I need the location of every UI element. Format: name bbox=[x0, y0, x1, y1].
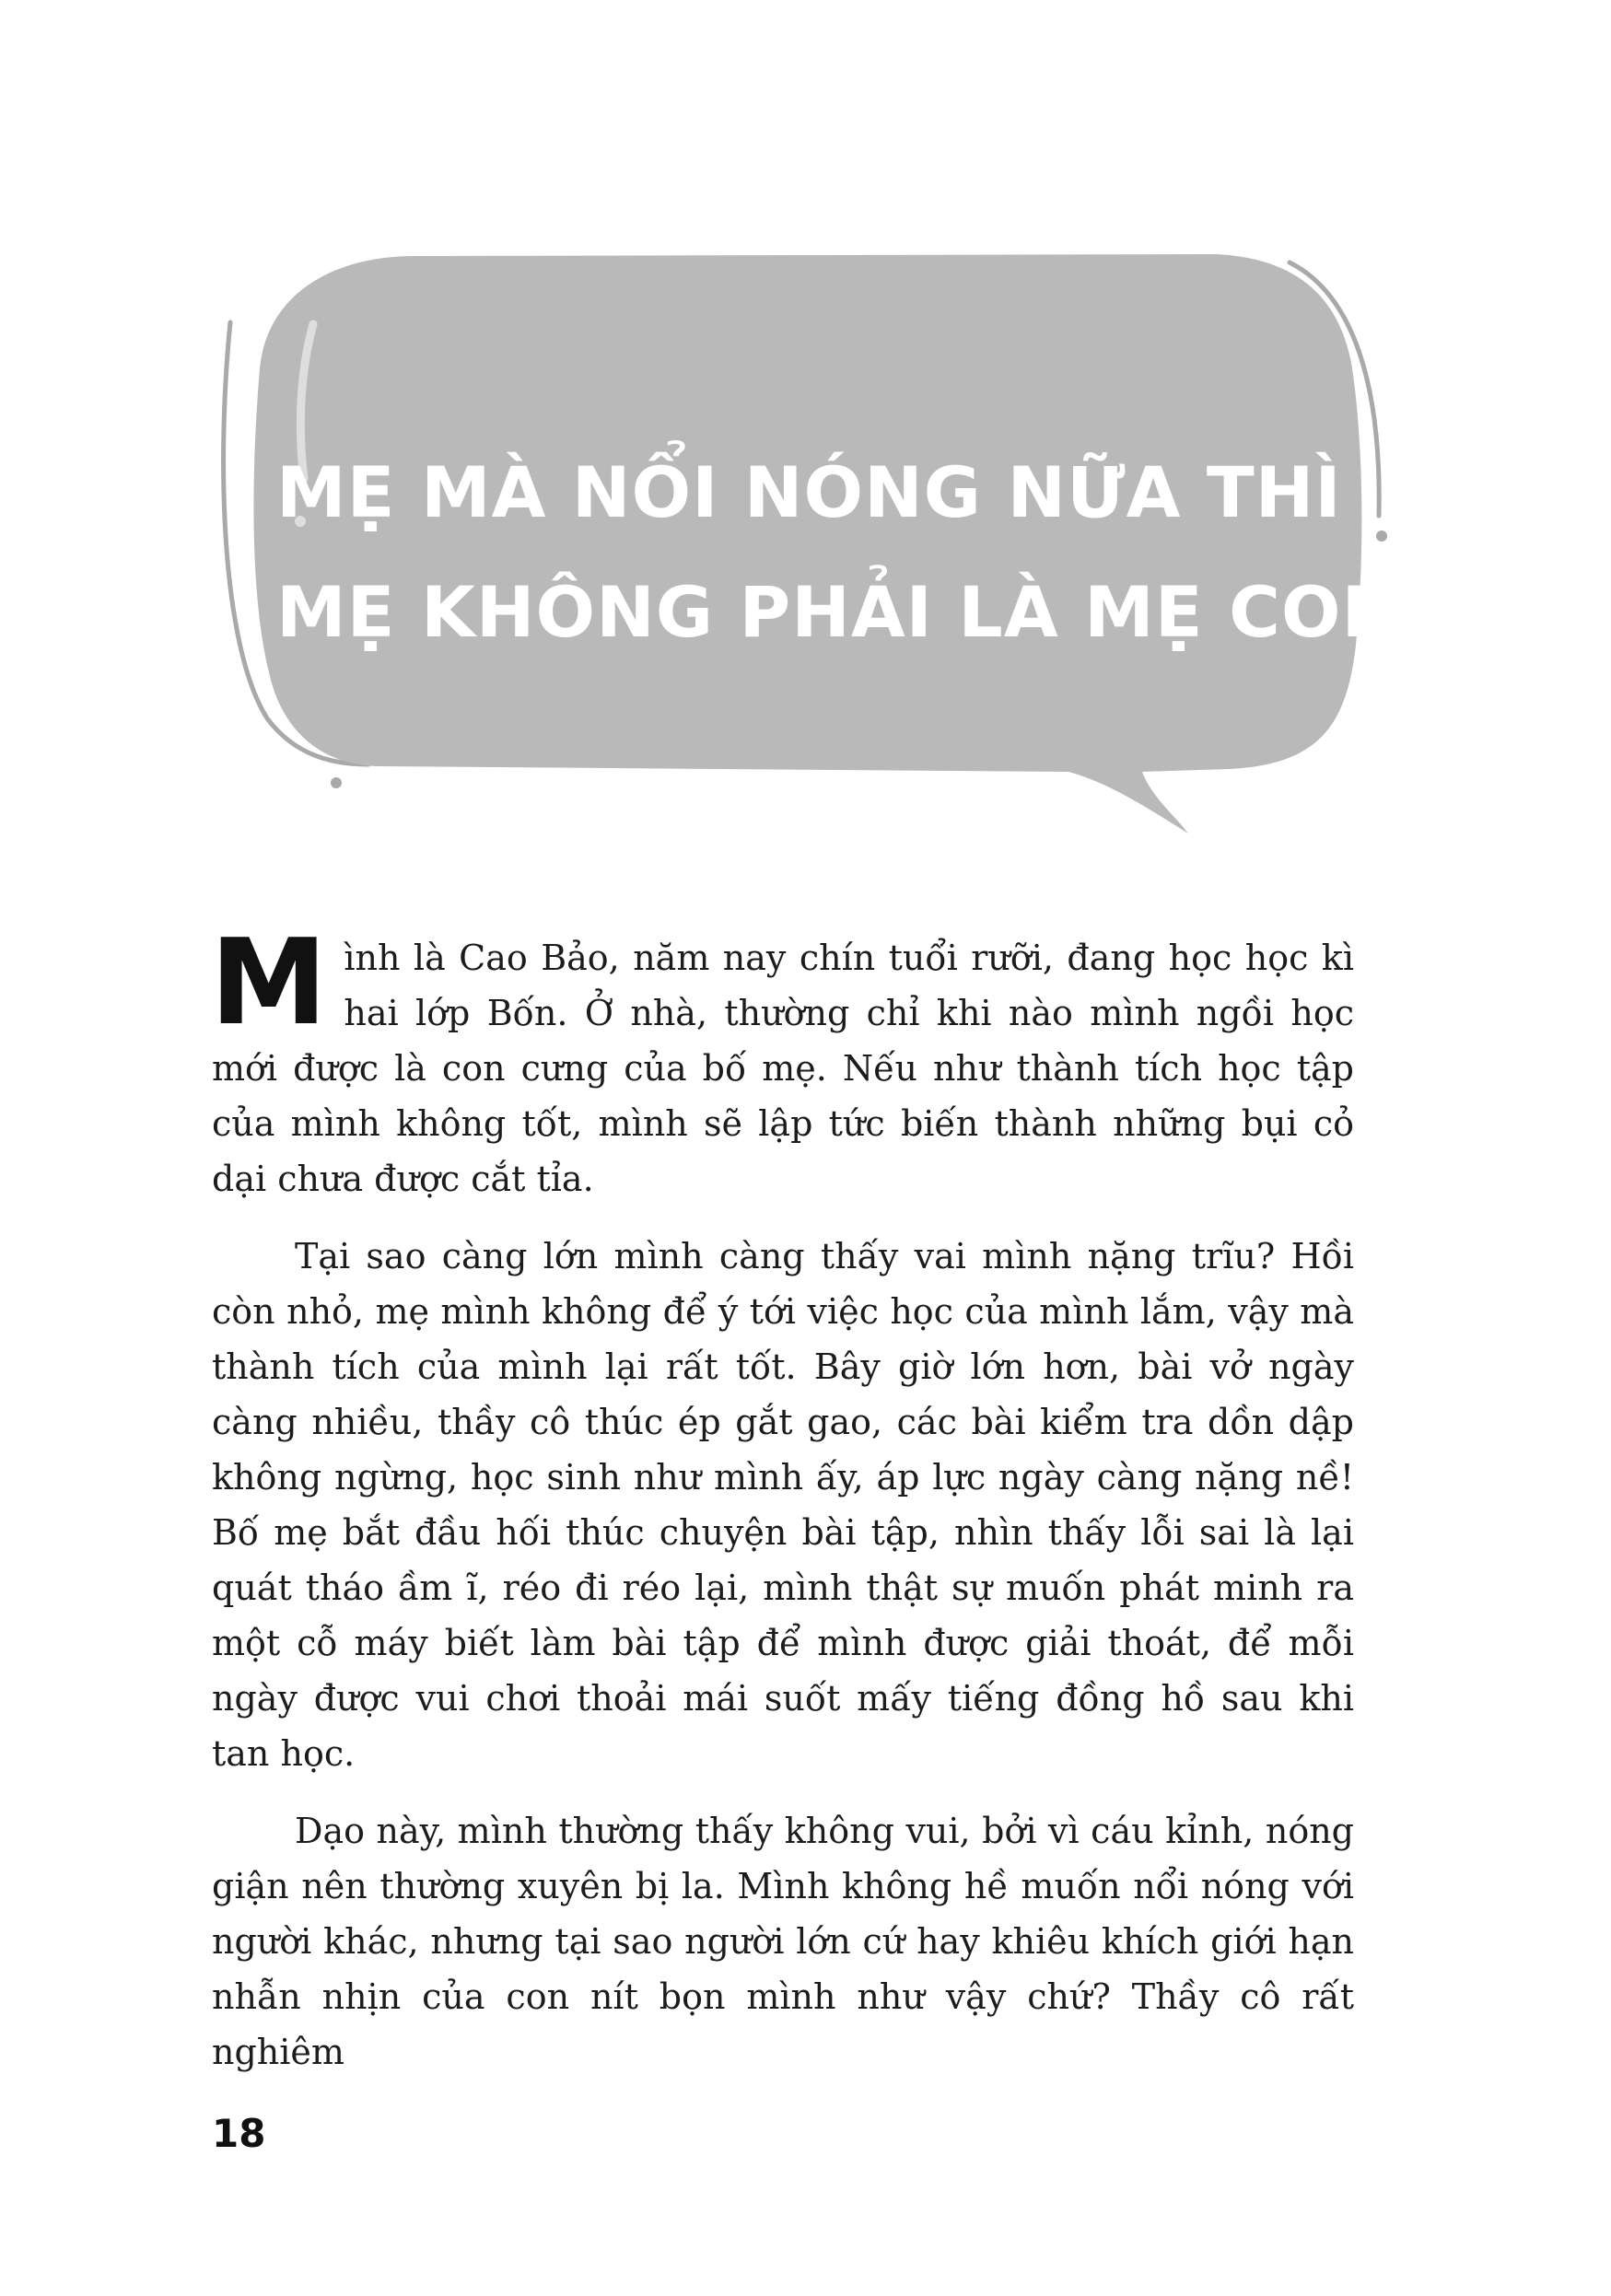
bubble-dot-right bbox=[1376, 530, 1387, 542]
page-number: 18 bbox=[212, 2111, 266, 2156]
paragraph-2: Tại sao càng lớn mình càng thấy vai mình nặng trĩu? Hồi còn nhỏ, mẹ mình không để ý tới việc học của mình lắm, vậy mà thành tích của mình lại rất tốt. Bây giờ lớn hơn, bài vở ngày càng nhiều, thầy cô thúc ép gắt gao, các bài kiểm tra dồn dập không ngừng, học sinh như mình ấy, áp lực ngày càng nặng nề! Bố mẹ bắt đầu hối thúc chuyện bài tập, nhìn thấy lỗi sai là lại quát tháo ầm ĩ, réo đi réo lại, mình thật sự muốn phát minh ra một cỗ máy biết làm bài tập để mình được giải thoát, để mỗi ngày được vui chơi thoải mái suốt mấy tiếng đồng hồ sau khi tan học. bbox=[212, 1236, 1354, 1774]
paragraph-1 bbox=[210, 915, 1354, 1206]
chapter-title-line-1: MẸ MÀ NỔI NÓNG NỮA THÌ bbox=[276, 451, 1342, 533]
paragraph-3: Dạo này, mình thường thấy không vui, bởi vì cáu kỉnh, nóng giận nên thường xuyên bị la. Mình không hề muốn nổi nóng với người khác, nhưng tại sao người lớn cứ hay khiêu khích giới hạn nhẫn nhịn của con nít bọn mình như vậy chứ? Thầy cô rất nghiêm bbox=[212, 1811, 1354, 2072]
bubble-dot-left bbox=[331, 777, 342, 788]
chapter-title bbox=[276, 433, 1402, 672]
paragraph-1-text: ình là Cao Bảo, năm nay chín tuổi rưỡi, đang học học kì hai lớp Bốn. Ở nhà, thường chỉ khi nào mình ngồi học mới được là con cưng của bố mẹ. Nếu như thành tích học tập của mình không tốt, mình sẽ lập tức biến thành những bụi cỏ dại chưa được cắt tỉa. bbox=[212, 938, 1354, 1199]
chapter-title-line-2: MẸ KHÔNG PHẢI LÀ MẸ CON bbox=[276, 571, 1402, 653]
body-text bbox=[210, 915, 1354, 2102]
drop-cap: M bbox=[210, 915, 328, 1052]
